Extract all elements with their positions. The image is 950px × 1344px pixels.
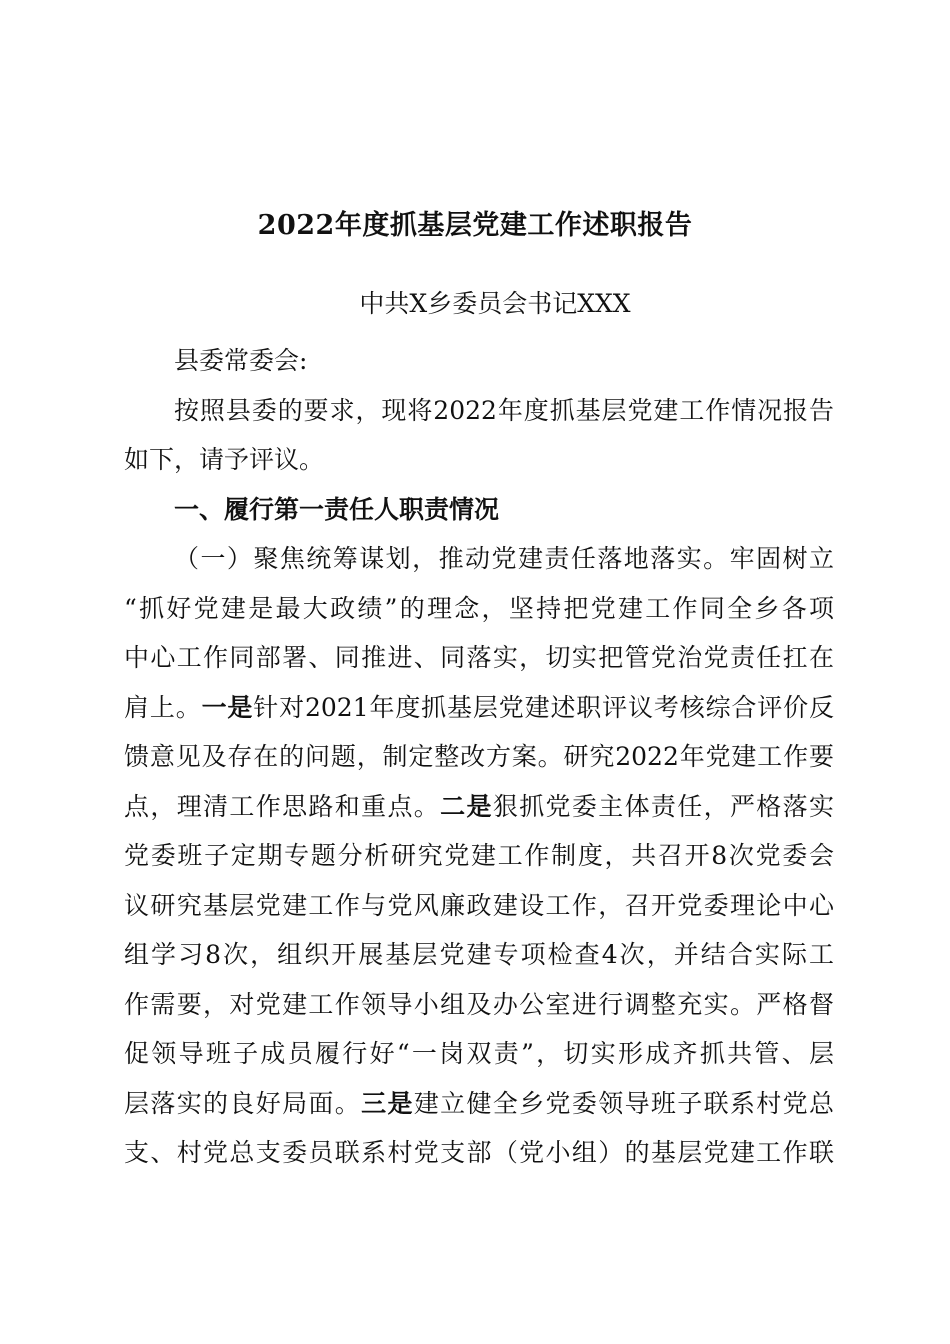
text-segment: 建立健全乡党委领导班子联系村党总 [413, 1088, 834, 1118]
emphasis-second: 二是 [440, 791, 493, 821]
paragraph-line: 促领导班子成员履行好“一岗双责”，切实形成齐抓共管、层 [124, 1039, 834, 1068]
paragraph-line: 馈意见及存在的问题，制定整改方案。研究2022年党建工作要 [124, 742, 834, 771]
paragraph-line: 组学习8次，组织开展基层党建专项检查4次，并结合实际工 [124, 940, 834, 969]
emphasis-third: 三是 [361, 1088, 414, 1118]
text-segment: 肩上。 [124, 692, 202, 722]
emphasis-first: 一是 [201, 692, 254, 722]
salutation: 县委常委会: [174, 346, 308, 375]
paragraph-line: 作需要，对党建工作领导小组及办公室进行调整充实。严格督 [124, 989, 834, 1019]
section-heading-1: 一、履行第一责任人职责情况 [174, 494, 500, 524]
paragraph-line [124, 782, 834, 832]
intro-line-1: 按照县委的要求，现将2022年度抓基层党建工作情况报告 [174, 395, 834, 425]
text-segment: 点，理清工作思路和重点。 [124, 791, 441, 821]
paragraph-line: “抓好党建是最大政绩”的理念，坚持把党建工作同全乡各项 [124, 593, 834, 623]
document-body [124, 336, 834, 1178]
text-segment: 狠抓党委主体责任，严格落实 [492, 791, 834, 821]
paragraph-line: （一）聚焦统筹谋划，推动党建责任落地落实。牢固树立 [174, 544, 834, 573]
paragraph-line: 议研究基层党建工作与党风廉政建设工作，召开党委理论中心 [124, 890, 834, 920]
paragraph-line: 党委班子定期专题分析研究党建工作制度，共召开8次党委会 [124, 841, 834, 870]
text-segment: 层落实的良好局面。 [124, 1088, 362, 1118]
paragraph-line [124, 683, 834, 733]
intro-line-2: 如下，请予评议。 [124, 445, 325, 474]
paragraph-line: 支、村党总支委员联系村党支部（党小组）的基层党建工作联 [124, 1138, 834, 1167]
paragraph-line [124, 1079, 834, 1129]
paragraph-line: 中心工作同部署、同推进、同落实，切实把管党治党责任扛在 [124, 643, 834, 672]
document-title: 2022年度抓基层党建工作述职报告 [257, 210, 693, 241]
text-segment: 针对2021年度抓基层党建述职评议考核综合评价反 [253, 692, 834, 722]
author-line: 中共X乡委员会书记XXX [359, 289, 631, 318]
